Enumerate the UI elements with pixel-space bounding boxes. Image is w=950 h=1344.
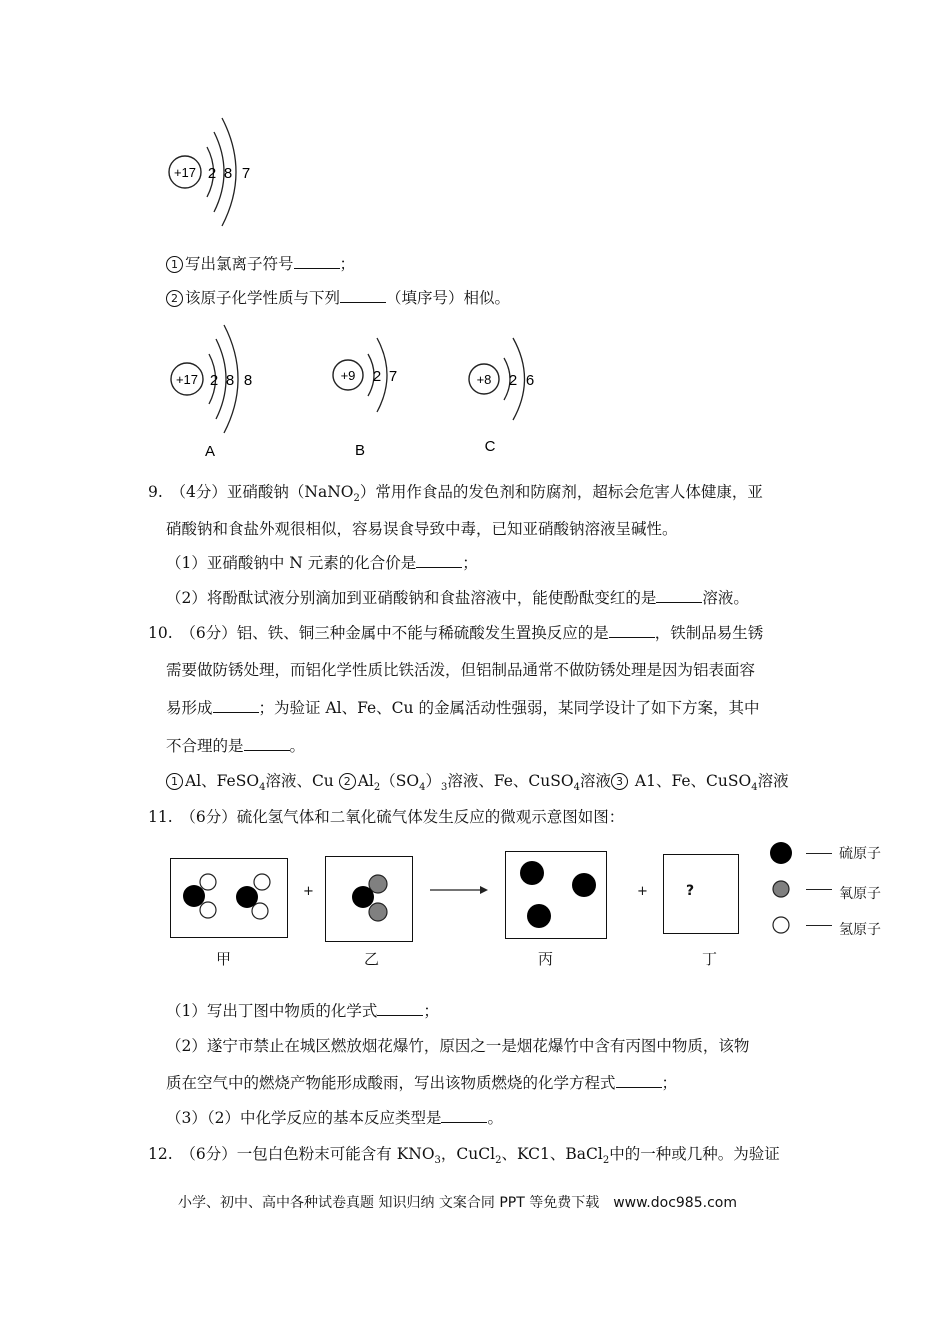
shell-2-electrons: 6 [525, 372, 535, 389]
nucleus-charge: +9 [340, 368, 356, 383]
answer-blank[interactable] [609, 623, 655, 638]
legend-hydrogen: 氢原子 [839, 922, 881, 938]
circled-number: 2 [166, 290, 183, 307]
answer-blank[interactable] [294, 254, 340, 269]
q8-sub2 [166, 287, 510, 309]
shell-2-electrons: 7 [388, 368, 398, 385]
q12-line1: 12. （6分）一包白色粉末可能含有 $KNO_3$，CuCl$_2$、KC1、BaCl$_2$中的一种或几种。为验证 [148, 1145, 780, 1167]
page-footer: 小学、初中、高中各种试卷真题 知识归纳 文案合同 PPT 等免费下载 www.doc985.com [178, 1195, 737, 1211]
nucleus-charge: +8 [476, 372, 492, 387]
label-jia: 甲 [216, 950, 232, 968]
nucleus-charge: +17 [175, 372, 199, 387]
punct: ； [339, 255, 356, 273]
label-yi: 乙 [364, 950, 380, 968]
q9-part1: （1）亚硝酸钠中 N 元素的化合价是 ； [166, 554, 478, 572]
sulfur-atoms [506, 852, 606, 938]
option-label: B [354, 442, 366, 459]
box-yi [325, 856, 413, 942]
legend-oxygen: 氧原子 [839, 886, 881, 902]
q8-sub2-end: （填序号）相似。 [386, 289, 511, 307]
q11-part1: （1）写出丁图中物质的化学式 ； [166, 1002, 439, 1020]
answer-blank[interactable] [213, 698, 259, 713]
q11-part3: （3）（2）中化学反应的基本反应类型是 。 [166, 1109, 503, 1127]
shell-2-electrons: 8 [223, 165, 233, 182]
shell-3-electrons: 8 [243, 372, 253, 389]
circled-number: 2 [339, 773, 356, 790]
q11-line1: 11. （6分）硫化氢气体和二氧化硫气体发生反应的微观示意图如图： [148, 808, 625, 826]
shell-1-electrons: 2 [508, 372, 518, 389]
circled-number: 1 [166, 256, 183, 273]
label-ding: 丁 [702, 950, 718, 968]
q8-sub1-text: 写出氯离子符号 [185, 255, 294, 273]
box-jia [170, 858, 288, 938]
q9-part2: （2）将酚酞试液分别滴加到亚硝酸钠和食盐溶液中，能使酚酞变红的是 溶液。 [166, 589, 749, 607]
circled-number: 3 [611, 773, 628, 790]
answer-blank[interactable] [656, 588, 702, 603]
q10-line1: 10. （6分）铝、铁、铜三种金属中不能与稀硫酸发生置换反应的是 ，铁制品易生锈 [148, 624, 764, 642]
answer-blank[interactable] [377, 1001, 423, 1016]
answer-blank[interactable] [441, 1108, 487, 1123]
shell-3-electrons: 7 [241, 165, 251, 182]
option-label: A [204, 443, 216, 460]
q11-part2-line1: （2）遂宁市禁止在城区燃放烟花爆竹，原因之一是烟花爆竹中含有丙图中物质，该物 [166, 1037, 750, 1055]
answer-blank[interactable] [616, 1073, 662, 1088]
q9-line2: 硝酸钠和食盐外观很相似，容易误食导致中毒，已知亚硝酸钠溶液呈碱性。 [166, 520, 678, 538]
unknown-mark: ? [686, 883, 695, 899]
box-ding [663, 854, 739, 934]
q10-line4: 不合理的是 。 [166, 737, 306, 755]
nucleus-charge: +17 [173, 165, 197, 180]
shell-1-electrons: 2 [207, 165, 217, 182]
option-c-atom-diagram [462, 330, 552, 460]
chlorine-atom-diagram [162, 112, 262, 232]
legend-swatches [766, 841, 796, 941]
label-bing: 丙 [538, 950, 554, 968]
option-label: C [484, 438, 496, 455]
answer-blank[interactable] [244, 736, 290, 751]
circled-number: 1 [166, 773, 183, 790]
option-a-atom-diagram [162, 322, 272, 462]
q10-line2: 需要做防锈处理，而铝化学性质比铁活泼，但铝制品通常不做防锈处理是因为铝表面容 [166, 661, 756, 679]
legend-sulfur: 硫原子 [839, 846, 881, 862]
answer-blank[interactable] [340, 288, 386, 303]
option-b-atom-diagram [325, 330, 415, 460]
q8-sub1 [166, 253, 355, 275]
plus-sign: + [303, 884, 314, 899]
shell-1-electrons: 2 [209, 372, 219, 389]
plus-sign: + [637, 884, 648, 899]
q9-line1: 9. （4分）亚硝酸钠（NaNO$_2$）常用作食品的发色剂和防腐剂，超标会危害人体健康，亚 [148, 483, 763, 505]
q10-options: 1 Al、FeSO$_4$溶液、Cu 2 $Al_2(SO_4)_3$溶液、Fe、CuSO$_4$溶液 3 A1、Fe、CuSO$_4$溶液 [166, 770, 789, 799]
molecule-h2s-pair [171, 859, 287, 937]
shell-1-electrons: 2 [372, 368, 382, 385]
molecule-so2 [326, 857, 412, 941]
shell-2-electrons: 8 [225, 372, 235, 389]
reaction-arrow [430, 884, 490, 896]
q11-part2-line2: 质在空气中的燃烧产物能形成酸雨，写出该物质燃烧的化学方程式 ； [166, 1074, 678, 1092]
q10-line3: 易形成 ；为验证 Al、Fe、Cu 的金属活动性强弱，某同学设计了如下方案，其中 [166, 699, 760, 717]
q8-sub2-text: 该原子化学性质与下列 [185, 289, 341, 307]
box-bing [505, 851, 607, 939]
answer-blank[interactable] [416, 553, 462, 568]
